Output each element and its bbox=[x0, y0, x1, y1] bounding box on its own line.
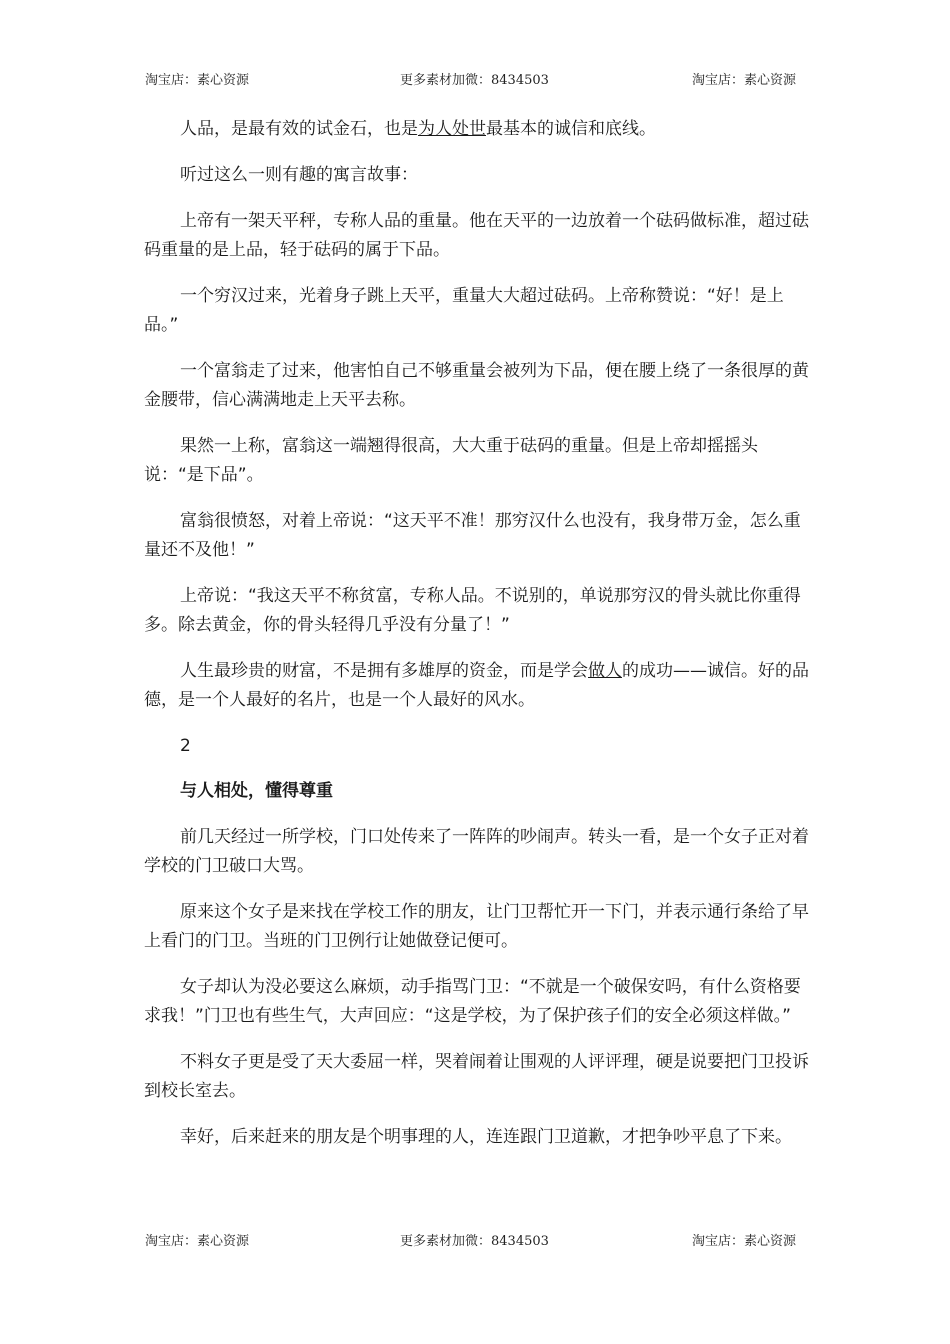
paragraph: 一个富翁走了过来，他害怕自己不够重量会被列为下品，便在腰上绕了一条很厚的黄金腰带，信心满满地走上天平去称。 bbox=[144, 361, 809, 410]
header-center-text: 更多素材加微：8434503 bbox=[400, 73, 549, 88]
paragraph: 不料女子更是受了天大委屈一样，哭着闹着让围观的人评评理，硬是说要把门卫投诉到校长室去。 bbox=[144, 1052, 809, 1101]
section-number: 2 bbox=[180, 736, 191, 756]
section-title: 与人相处，懂得尊重 bbox=[180, 781, 333, 801]
paragraph: 上帝说：“我这天平不称贫富，专称人品。不说别的，单说那穷汉的骨头就比你重得多。除去黄金，你的骨头轻得几乎没有分量了！” bbox=[144, 586, 801, 635]
paragraph: 听过这么一则有趣的寓言故事： bbox=[180, 165, 418, 185]
footer-right-text: 淘宝店：素心资源 bbox=[692, 1234, 797, 1249]
page-footer bbox=[0, 1230, 950, 1254]
paragraph bbox=[144, 115, 816, 144]
text-span: 最基本的诚信和底线。 bbox=[486, 119, 656, 139]
text-span: 的成功——诚信。好的品德，是一个人最好的名片，也是一个人最好的风水。 bbox=[144, 661, 809, 710]
paragraph: 原来这个女子是来找在学校工作的朋友，让门卫帮忙开一下门，并表示通行条给了早上看门的门卫。当班的门卫例行让她做登记便可。 bbox=[144, 902, 809, 951]
header-left-text: 淘宝店：素心资源 bbox=[145, 73, 250, 88]
paragraph bbox=[144, 657, 816, 715]
paragraph: 果然一上称，富翁这一端翘得很高，大大重于砝码的重量。但是上帝却摇摇头说：“是下品”。 bbox=[144, 436, 758, 485]
header-right-text: 淘宝店：素心资源 bbox=[692, 73, 797, 88]
article-body bbox=[144, 115, 816, 1169]
link-wei-ren-chu-shi[interactable]: 为人处世 bbox=[418, 119, 486, 139]
text-span: 人生最珍贵的财富，不是拥有多雄厚的资金，而是学会 bbox=[180, 661, 588, 681]
text-span: 人品，是最有效的试金石，也是 bbox=[180, 119, 418, 139]
paragraph: 前几天经过一所学校，门口处传来了一阵阵的吵闹声。转头一看，是一个女子正对着学校的门卫破口大骂。 bbox=[144, 827, 809, 876]
paragraph: 一个穷汉过来，光着身子跳上天平，重量大大超过砝码。上帝称赞说：“好！是上品。” bbox=[144, 286, 784, 335]
footer-center-text: 更多素材加微：8434503 bbox=[400, 1234, 549, 1249]
footer-left-text: 淘宝店：素心资源 bbox=[145, 1234, 250, 1249]
link-zuo-ren[interactable]: 做人 bbox=[588, 661, 622, 681]
paragraph: 女子却认为没必要这么麻烦，动手指骂门卫：“不就是一个破保安吗，有什么资格要求我！”门卫也有些生气，大声回应：“这是学校，为了保护孩子们的安全必须这样做。” bbox=[144, 977, 801, 1026]
paragraph: 富翁很愤怒，对着上帝说：“这天平不准！那穷汉什么也没有，我身带万金，怎么重量还不及他！” bbox=[144, 511, 801, 560]
page-header bbox=[0, 69, 950, 93]
paragraph: 幸好，后来赶来的朋友是个明事理的人，连连跟门卫道歉，才把争吵平息了下来。 bbox=[180, 1127, 792, 1147]
paragraph: 上帝有一架天平秤，专称人品的重量。他在天平的一边放着一个砝码做标准，超过砝码重量的是上品，轻于砝码的属于下品。 bbox=[144, 211, 809, 260]
